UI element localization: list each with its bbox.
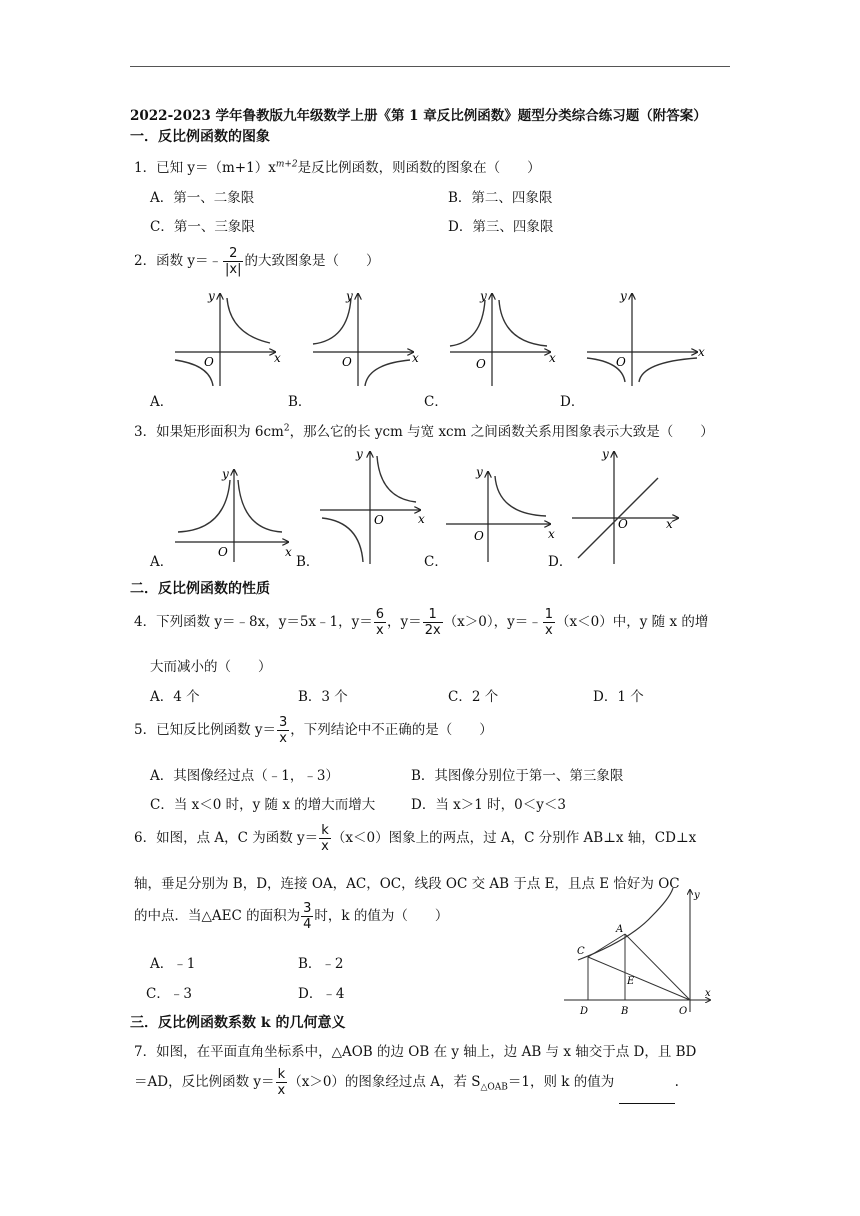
q3b-origin-label: O bbox=[374, 513, 384, 527]
q5-f-den: x bbox=[279, 731, 287, 746]
q4-f1-num: 6 bbox=[375, 607, 385, 622]
q2d-origin-label: O bbox=[616, 355, 626, 369]
q3a-x-label: x bbox=[285, 545, 292, 559]
q6-f-num: k bbox=[319, 823, 331, 839]
q3-graphs bbox=[170, 446, 690, 564]
q6-f-den: x bbox=[321, 839, 329, 854]
q3-stem bbox=[134, 420, 714, 440]
q6-line3a: 的中点．当△AEC 的面积为 bbox=[134, 908, 301, 924]
q7-s1: ＝AD，反比例函数 y＝ bbox=[134, 1074, 275, 1090]
q2-fraction bbox=[223, 246, 243, 277]
q2-graphs bbox=[170, 286, 730, 386]
q7-stem-line1: 7．如图，在平面直角坐标系中，△AOB 的边 OB 在 y 轴上，边 AB 与 x 轴交于点 D，且 BD bbox=[134, 1044, 697, 1060]
q6-fig-y: y bbox=[694, 890, 700, 901]
q1-stem bbox=[134, 156, 541, 176]
q3-graph-d bbox=[572, 447, 678, 564]
q2a-y-label: y bbox=[208, 289, 215, 303]
q2-fraction-den: |x| bbox=[225, 262, 242, 277]
q2a-origin-label: O bbox=[204, 355, 214, 369]
q7-answer-blank[interactable] bbox=[619, 1089, 675, 1104]
section-3-heading: 三．反比例函数系数 k 的几何意义 bbox=[130, 1015, 346, 1031]
q5-fraction bbox=[277, 715, 289, 746]
q2-stem-b: 的大致图象是（ ） bbox=[244, 253, 380, 269]
q4-s4: （x＜0）中，y 随 x 的增 bbox=[556, 614, 709, 630]
q6-option-b: B．﹣2 bbox=[298, 956, 344, 972]
q6-option-d: D．﹣4 bbox=[298, 986, 345, 1002]
q6-fig-a: A bbox=[616, 924, 624, 935]
q3d-y-label: y bbox=[602, 447, 609, 461]
q4-fraction-1 bbox=[374, 607, 386, 638]
q6-stem-line3 bbox=[134, 900, 448, 932]
q1-option-b: B．第二、四象限 bbox=[448, 190, 553, 206]
q4-fraction-3 bbox=[543, 607, 555, 638]
q4-f2-den: 2x bbox=[424, 623, 441, 638]
q6-f2-num: 3 bbox=[303, 901, 312, 916]
q6-fig-e: E bbox=[627, 976, 635, 987]
q2-graph-a bbox=[175, 289, 281, 386]
q1-option-d: D．第三、四象限 bbox=[448, 219, 554, 235]
q2c-x-label: x bbox=[549, 351, 556, 365]
q3-graph-c bbox=[446, 465, 555, 562]
q3-stem-b: ，那么它的长 ycm 与宽 xcm 之间函数关系用图象表示大致是（ ） bbox=[289, 424, 714, 440]
q3c-y-label: y bbox=[476, 465, 483, 479]
q4-option-b: B．3 个 bbox=[298, 689, 348, 705]
q7-end: . bbox=[674, 1074, 679, 1090]
q4-stem-line2: 大而减小的（ ） bbox=[150, 659, 272, 675]
q2b-x-label: x bbox=[412, 351, 419, 365]
q6-s2: （x＜0）图象上的两点，过 A，C 分别作 AB⊥x 轴，CD⊥x bbox=[331, 830, 697, 846]
q1-exponent: m+2 bbox=[275, 159, 298, 170]
q4-s3: （x＞0），y＝﹣ bbox=[443, 614, 542, 630]
q5-f-num: 3 bbox=[279, 715, 288, 730]
q6-fig-b: B bbox=[621, 1006, 629, 1017]
q3b-y-label: y bbox=[356, 447, 363, 461]
q5-stem bbox=[134, 714, 493, 746]
header-rule bbox=[130, 66, 730, 67]
q4-option-c: C．2 个 bbox=[448, 689, 499, 705]
q6-fig-o: O bbox=[679, 1006, 688, 1017]
q3-stem-a: 3．如果矩形面积为 6cm bbox=[134, 424, 284, 440]
q5-option-b: B．其图像分别位于第一、第三象限 bbox=[411, 768, 624, 784]
q3-label-d: D． bbox=[548, 554, 573, 570]
q3-label-b: B． bbox=[296, 554, 320, 570]
q6-fig-c: C bbox=[577, 946, 585, 957]
q2a-x-label: x bbox=[274, 351, 281, 365]
q7-s2: （x＞0）的图象经过点 A，若 S bbox=[288, 1074, 481, 1090]
q2-label-a: A． bbox=[150, 394, 174, 410]
q7-f-num: k bbox=[276, 1067, 288, 1083]
q6-fraction bbox=[319, 823, 331, 854]
q1-option-c: C．第一、三象限 bbox=[150, 219, 255, 235]
q2-label-c: C． bbox=[424, 394, 448, 410]
q7-s3: ＝1，则 k 的值为 bbox=[507, 1074, 615, 1090]
page-title: 2022-2023 学年鲁教版九年级数学上册《第 1 章反比例函数》题型分类综合练习题（附答案） bbox=[130, 108, 707, 124]
q1-stem-b: 是反比例函数，则函数的图象在（ ） bbox=[297, 160, 541, 176]
q6-stem-line2: 轴，垂足分别为 B，D，连接 OA，AC，OC，线段 OC 交 AB 于点 E，且点 E 恰好为 OC bbox=[134, 876, 680, 892]
q5-s2: ，下列结论中不正确的是（ ） bbox=[290, 722, 493, 738]
q1-stem-a: 1．已知 y＝（m+1）x bbox=[134, 160, 276, 176]
q2-stem-a: 2．函数 y＝﹣ bbox=[134, 253, 223, 269]
q4-f2-num: 1 bbox=[423, 607, 443, 623]
section-2-heading: 二．反比例函数的性质 bbox=[130, 581, 270, 597]
q5-option-d: D．当 x＞1 时，0＜y＜3 bbox=[411, 797, 566, 813]
section-1-heading: 一．反比例函数的图象 bbox=[130, 129, 270, 145]
q2-graph-c bbox=[450, 289, 556, 386]
q4-option-d: D．1 个 bbox=[593, 689, 644, 705]
q2-label-d: D． bbox=[560, 394, 585, 410]
q2-label-b: B． bbox=[288, 394, 312, 410]
q3-exponent: 2 bbox=[283, 423, 290, 434]
q3c-origin-label: O bbox=[474, 529, 484, 543]
q6-fraction-2 bbox=[301, 901, 313, 932]
q6-option-c: C．﹣3 bbox=[146, 986, 192, 1002]
q4-option-a: A．4 个 bbox=[150, 689, 200, 705]
q2c-y-label: y bbox=[480, 289, 487, 303]
q7-f-den: x bbox=[277, 1083, 286, 1098]
q2-graph-b bbox=[313, 289, 419, 386]
q7-fraction bbox=[276, 1067, 288, 1098]
q2-fraction-num: 2 bbox=[223, 246, 243, 262]
q3b-x-label: x bbox=[418, 512, 425, 526]
q2b-y-label: y bbox=[346, 289, 353, 303]
q4-f3-num: 1 bbox=[544, 607, 554, 622]
q2b-origin-label: O bbox=[342, 355, 352, 369]
q5-option-a: A．其图像经过点（﹣1，﹣3） bbox=[150, 768, 339, 784]
q6-s1: 6．如图，点 A，C 为函数 y＝ bbox=[134, 830, 319, 846]
q3a-origin-label: O bbox=[218, 545, 228, 559]
q6-fig-d: D bbox=[580, 1006, 589, 1017]
q3c-x-label: x bbox=[548, 527, 555, 541]
q4-fraction-2 bbox=[423, 607, 443, 638]
q2-graph-d bbox=[587, 289, 705, 386]
q2d-x-label: x bbox=[698, 345, 705, 359]
q7-subscript: △OAB bbox=[480, 1082, 508, 1093]
q3-graph-a bbox=[175, 467, 292, 562]
q3-graph-b bbox=[320, 447, 425, 564]
q2d-y-label: y bbox=[620, 289, 627, 303]
q4-f3-den: x bbox=[545, 623, 553, 638]
q6-fig-x: x bbox=[705, 988, 711, 999]
q5-s1: 5．已知反比例函数 y＝ bbox=[134, 722, 277, 738]
q3a-y-label: y bbox=[222, 467, 229, 481]
q2-stem bbox=[134, 245, 379, 277]
q3-label-a: A． bbox=[150, 554, 174, 570]
q4-s1: 4．下列函数 y＝﹣8x，y＝5x﹣1，y＝ bbox=[134, 614, 373, 630]
q6-option-a: A．﹣1 bbox=[150, 956, 196, 972]
q6-line3b: 时，k 的值为（ ） bbox=[314, 908, 449, 924]
q6-f2-den: 4 bbox=[303, 917, 312, 932]
q4-stem bbox=[134, 606, 708, 638]
q3d-origin-label: O bbox=[618, 517, 628, 531]
q1-option-a: A．第一、二象限 bbox=[150, 190, 255, 206]
q6-stem bbox=[134, 822, 696, 854]
q2c-origin-label: O bbox=[476, 357, 486, 371]
q4-s2: ，y＝ bbox=[387, 614, 422, 630]
q7-stem-line2 bbox=[134, 1066, 679, 1104]
q3d-x-label: x bbox=[666, 517, 673, 531]
q4-f1-den: x bbox=[376, 623, 384, 638]
q3-label-c: C． bbox=[424, 554, 448, 570]
q6-figure bbox=[560, 884, 720, 1018]
q5-option-c: C．当 x＜0 时，y 随 x 的增大而增大 bbox=[150, 797, 376, 813]
